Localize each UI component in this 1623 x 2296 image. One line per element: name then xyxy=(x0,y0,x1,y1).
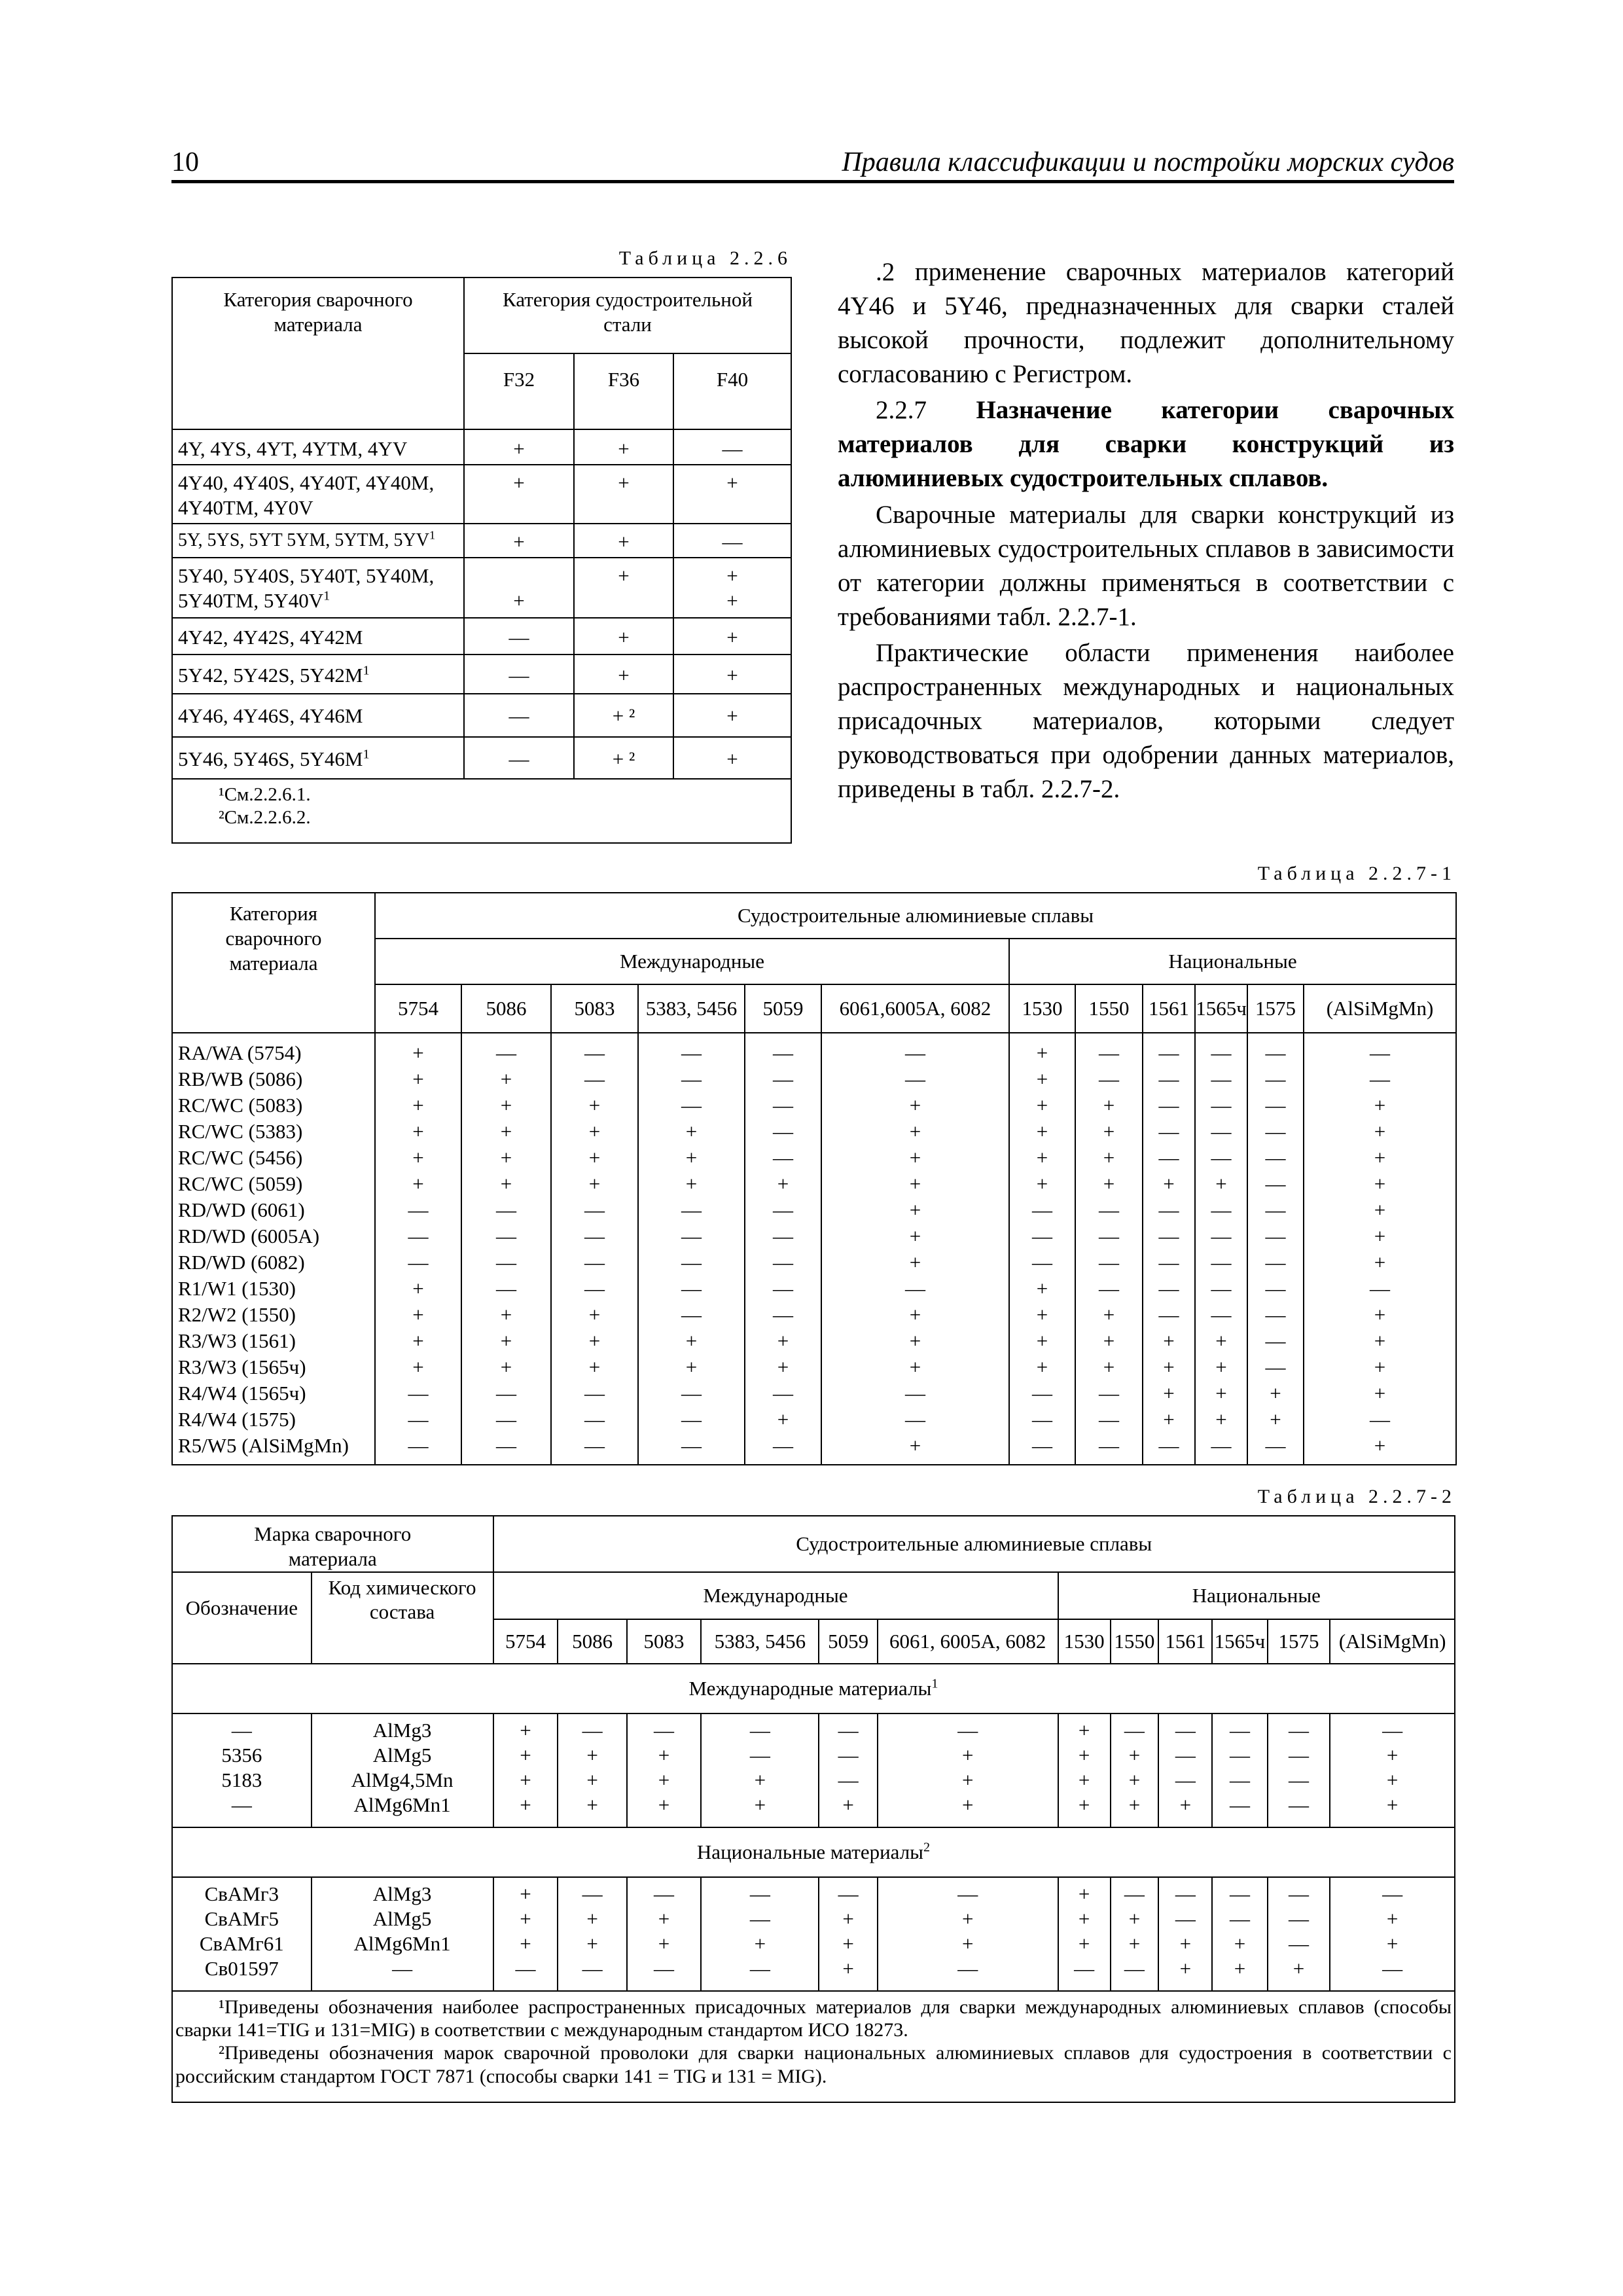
t2272-value-column: — + + — xyxy=(1330,1877,1455,1991)
t2271-col-header: 5383, 5456 xyxy=(638,984,745,1033)
t226-cell: + xyxy=(574,429,673,465)
t2272-value-column: — — + — xyxy=(701,1877,819,1991)
section-number: 2.2.7 xyxy=(876,396,927,425)
t226-cell: + ² xyxy=(574,737,673,779)
t2272-code-column: AlMg3 AlMg5 AlMg6Mn1 — xyxy=(312,1877,493,1991)
t2271-header-alloys: Судостроительные алюминиевые сплавы xyxy=(375,893,1456,939)
t226-cell: + xyxy=(673,618,791,655)
t226-cell: — xyxy=(673,524,791,558)
t226-footnote: ²См.2.2.6.2. xyxy=(219,807,311,829)
t2271-row-label: RD/WD (6061) xyxy=(178,1198,305,1221)
table-2-2-7-2-caption: Таблица 2.2.7-2 xyxy=(1257,1486,1456,1507)
t2272-footnote: ¹Приведены обозначения наиболее распространенных присадочных материалов для сварки международных алюминиевых сплавов (способы сварки 141=TIG и 131=MIG) в соответствии с международным стандартом ИСО 18273. xyxy=(175,1996,1452,2041)
t2272-col-header: 5083 xyxy=(627,1619,702,1664)
t2272-value-column: — — + + xyxy=(701,1713,819,1827)
t2272-value-column: — — — — xyxy=(1212,1713,1267,1827)
t2272-header-international: Международные xyxy=(493,1572,1058,1619)
t226-row-sup: 1 xyxy=(363,663,370,678)
t2272-col-header: 1530 xyxy=(1058,1619,1111,1664)
t226-col-f36: F36 xyxy=(574,353,673,429)
table-2-2-6 xyxy=(171,277,792,844)
t2272-col-header: 1550 xyxy=(1111,1619,1159,1664)
heading-2-2-7 xyxy=(838,393,1454,495)
t226-cell: + xyxy=(574,524,673,558)
t226-row-name xyxy=(172,618,464,655)
t2271-value-column: — — — — — + — — — — — + + + + — xyxy=(1195,1033,1247,1465)
t2272-col-header: 1565ч xyxy=(1212,1619,1267,1664)
t2271-value-column: — — — — — + — — — — — + + — + — xyxy=(745,1033,821,1465)
paragraph-2-2-7-a: Сварочные материалы для сварки конструкций из алюминиевых судостроительных сплавов в зависимости от категории должны применяться в соответствии с требованиями табл. 2.2.7-1. xyxy=(838,501,1454,631)
t2272-header-code: Код химического состава xyxy=(312,1572,493,1664)
t2271-value-column: — — — + + + — — — — — + + — — — xyxy=(638,1033,745,1465)
t2272-value-column: — — + + xyxy=(1158,1877,1212,1991)
t2272-value-column: — + + + xyxy=(819,1877,877,1991)
t2271-col-header: 5754 xyxy=(375,984,461,1033)
t2271-value-column: — — + + + + + + + — + + + + — + xyxy=(1304,1033,1456,1465)
t2272-section-sup: 2 xyxy=(923,1840,931,1855)
t226-row-sup: 1 xyxy=(363,747,370,762)
t226-row-name xyxy=(172,429,464,465)
t226-header-steel: Категория судостроительной стали xyxy=(464,278,791,353)
t226-footnote: ¹См.2.2.6.1. xyxy=(219,784,311,805)
t226-cell: — xyxy=(464,694,574,737)
t2272-value-column: — — — + xyxy=(819,1713,877,1827)
t2271-row-label: RB/WB (5086) xyxy=(178,1067,303,1090)
header-rule xyxy=(171,180,1454,183)
t2272-value-column: — — — + xyxy=(1268,1877,1330,1991)
t226-header-category: Категория сварочного материала xyxy=(172,278,464,429)
t2271-row-label: RC/WC (5456) xyxy=(178,1146,303,1169)
t2271-col-header: 1550 xyxy=(1075,984,1143,1033)
t2271-value-column: — — — — — — — — — — — — — + + — xyxy=(1247,1033,1304,1465)
t226-row-label: 4Y46, 4Y46S, 4Y46M xyxy=(178,704,363,727)
t226-row-name xyxy=(172,465,464,524)
t2271-row-label: RC/WC (5083) xyxy=(178,1094,303,1117)
t226-row-label: 5Y42, 5Y42S, 5Y42M xyxy=(178,664,363,687)
t2272-section-title: Международные материалы xyxy=(688,1676,932,1700)
t2271-col-header: 1530 xyxy=(1009,984,1075,1033)
t2271-row-label: RD/WD (6005A) xyxy=(178,1225,320,1247)
table-2-2-7-2 xyxy=(171,1515,1455,2103)
t2271-row-label: R4/W4 (1565ч) xyxy=(178,1382,306,1405)
t226-cell: + xyxy=(673,655,791,694)
t2271-row-label: R4/W4 (1575) xyxy=(178,1408,296,1431)
t226-cell: + xyxy=(464,429,574,465)
t2272-header-alloys: Судостроительные алюминиевые сплавы xyxy=(493,1516,1455,1572)
t2272-col-header: 5383, 5456 xyxy=(701,1619,819,1664)
t2272-value-column: — + + — xyxy=(878,1877,1058,1991)
t2271-body-row xyxy=(172,1033,1456,1465)
t226-cell: + xyxy=(673,465,791,524)
t226-col-f32: F32 xyxy=(464,353,574,429)
t2271-value-column: — — + + + + + + + — + + + — — + xyxy=(821,1033,1009,1465)
t2272-header-designation: Обозначение xyxy=(172,1572,312,1664)
t2272-value-column: + + + + xyxy=(493,1713,558,1827)
t2272-value-column: + + + + xyxy=(1058,1713,1111,1827)
t2272-col-header: 5059 xyxy=(819,1619,877,1664)
t2271-col-header: (AlSiMgMn) xyxy=(1304,984,1456,1033)
t2272-value-column: — + + — xyxy=(627,1877,702,1991)
t226-row-label: 5Y40, 5Y40S, 5Y40T, 5Y40M, 5Y40TM, 5Y40V xyxy=(178,564,435,612)
t226-row-name xyxy=(172,524,464,558)
t226-cell: + xyxy=(464,465,574,524)
t226-cell: — xyxy=(464,655,574,694)
t226-cell: + xyxy=(574,618,673,655)
t2271-col-header: 5086 xyxy=(461,984,551,1033)
t2272-col-header: 5754 xyxy=(493,1619,558,1664)
t2272-value-column: — + + + xyxy=(627,1713,702,1827)
t226-col-f40: F40 xyxy=(673,353,791,429)
page-number: 10 xyxy=(171,147,199,177)
t2271-col-header: 5083 xyxy=(551,984,638,1033)
t2272-value-column: + + + — xyxy=(493,1877,558,1991)
t2272-value-column: — + + + xyxy=(558,1713,626,1827)
t226-cell: + + xyxy=(673,558,791,618)
t2271-col-header: 1561 xyxy=(1143,984,1195,1033)
t2272-header-mark: Марка сварочного материала xyxy=(172,1516,493,1572)
t2271-header-international: Международные xyxy=(375,939,1009,984)
t2271-value-column: — + + + + + — — — — + + + — — — xyxy=(461,1033,551,1465)
t2271-row-label: RC/WC (5059) xyxy=(178,1172,303,1195)
t2272-value-column: — + + — xyxy=(558,1877,626,1991)
t226-row-name xyxy=(172,737,464,779)
t2272-col-header: 1575 xyxy=(1268,1619,1330,1664)
t2271-row-label: RC/WC (5383) xyxy=(178,1120,303,1143)
t2271-row-label: R1/W1 (1530) xyxy=(178,1277,296,1300)
t226-row-sup: 1 xyxy=(429,528,436,542)
table-2-2-7-1-caption: Таблица 2.2.7-1 xyxy=(1257,863,1456,884)
t226-row-name xyxy=(172,694,464,737)
t2271-row-label: R3/W3 (1561) xyxy=(178,1329,296,1352)
t226-cell: + xyxy=(673,737,791,779)
t2272-value-column: — + + + xyxy=(878,1713,1058,1827)
t226-cell: + xyxy=(574,465,673,524)
t2272-value-column: — — + + xyxy=(1212,1877,1267,1991)
t226-footnotes xyxy=(172,779,791,843)
t2272-designation-column: СвАМг3 СвАМг5 СвАМг61 Св01597 xyxy=(172,1877,312,1991)
t2271-value-column: + + + + + + — — — + + + + — — — xyxy=(1009,1033,1075,1465)
t2272-section-international xyxy=(172,1664,1455,1713)
t2271-col-header: 1575 xyxy=(1247,984,1304,1033)
t226-row-label: 4Y, 4YS, 4YT, 4YTM, 4YV xyxy=(178,437,408,460)
t2272-value-column: — — — — xyxy=(1268,1713,1330,1827)
t226-cell: + xyxy=(464,524,574,558)
t2272-footnotes xyxy=(172,1991,1455,2102)
paragraph-2-2-6-2: .2 применение сварочных материалов категорий 4Y46 и 5Y46, предназначенных для сварки сталей высокой прочности, подлежит дополнительному согласованию с Регистром. xyxy=(838,258,1454,388)
t2272-value-column: — + + + xyxy=(1330,1713,1455,1827)
t2272-value-column: + + + — xyxy=(1058,1877,1111,1991)
section-title: Назначение категории сварочных материалов для сварки конструкций из алюминиевых судостроительных сплавов. xyxy=(838,396,1454,493)
t2271-row-label: R2/W2 (1550) xyxy=(178,1303,296,1326)
t2272-value-column: — — — + xyxy=(1158,1713,1212,1827)
t2272-value-column: — + + — xyxy=(1111,1877,1159,1991)
t2271-value-column: + + + + + + — — — + + + + — — — xyxy=(375,1033,461,1465)
t2271-value-column: — — + + + + — — — — + + + — — — xyxy=(1075,1033,1143,1465)
t2271-col-header: 6061,6005A, 6082 xyxy=(821,984,1009,1033)
t226-cell: + ² xyxy=(574,694,673,737)
table-2-2-6-caption: Таблица 2.2.6 xyxy=(618,247,792,269)
t226-cell: — xyxy=(464,737,574,779)
t226-cell: + xyxy=(464,558,574,618)
t2272-section-title: Национальные материалы xyxy=(696,1840,923,1863)
t2271-col-header: 1565ч xyxy=(1195,984,1247,1033)
running-title: Правила классификации и постройки морских судов xyxy=(842,147,1454,177)
text-column xyxy=(838,255,1454,806)
t226-row-label: 5Y, 5YS, 5YT 5YM, 5YTM, 5YV xyxy=(178,530,430,550)
t226-row-label: 4Y42, 4Y42S, 4Y42M xyxy=(178,626,363,649)
table-2-2-7-1 xyxy=(171,892,1457,1465)
t226-cell: + xyxy=(574,655,673,694)
t2271-value-column: — — + + + + — — — — + + + — — — xyxy=(551,1033,638,1465)
t2272-section-national xyxy=(172,1827,1455,1877)
t2272-value-column: — + + + xyxy=(1111,1713,1159,1827)
t2272-col-header: 1561 xyxy=(1158,1619,1212,1664)
t2272-section-sup: 1 xyxy=(931,1676,938,1691)
paragraph-2-2-7-b: Практические области применения наиболее распространенных международных и национальных присадочных материалов, которыми следует руководствоваться при одобрении данных материалов, приведены в табл. 2.2.7-2. xyxy=(838,639,1454,803)
t226-row-label: 5Y46, 5Y46S, 5Y46M xyxy=(178,747,363,770)
t2271-row-label: R5/W5 (AlSiMgMn) xyxy=(178,1434,349,1457)
t2271-row-label: R3/W3 (1565ч) xyxy=(178,1355,306,1378)
t226-cell: + xyxy=(673,694,791,737)
t226-cell: — xyxy=(673,429,791,465)
t2271-header-national: Национальные xyxy=(1009,939,1456,984)
t2272-designation-column: — 5356 5183 — xyxy=(172,1713,312,1827)
t2271-row-labels xyxy=(172,1033,375,1465)
t2271-header-category: Категория сварочного материала xyxy=(172,893,375,1033)
t2272-col-header: (AlSiMgMn) xyxy=(1330,1619,1455,1664)
t2272-col-header: 6061, 6005A, 6082 xyxy=(878,1619,1058,1664)
t226-cell: — xyxy=(464,618,574,655)
t226-row-name xyxy=(172,558,464,618)
t2272-code-column: AlMg3 AlMg5 AlMg4,5Mn AlMg6Mn1 xyxy=(312,1713,493,1827)
t226-row-label: 4Y40, 4Y40S, 4Y40T, 4Y40M, 4Y40TM, 4Y0V xyxy=(178,471,435,519)
t2271-row-label: RD/WD (6082) xyxy=(178,1251,305,1274)
t226-cell: + xyxy=(574,558,673,618)
t226-row-name xyxy=(172,655,464,694)
t2272-footnote: ²Приведены обозначения марок сварочной проволоки для сварки национальных алюминиевых сплавов для судостроения в соответствии с российским стандартом ГОСТ 7871 (способы сварки 141 = TIG и 131 = MIG). xyxy=(175,2042,1452,2087)
t226-row-sup: 1 xyxy=(323,588,330,603)
t2271-value-column: — — — — — + — — — — — + + + + — xyxy=(1143,1033,1195,1465)
t2272-header-national: Национальные xyxy=(1058,1572,1455,1619)
t2272-col-header: 5086 xyxy=(558,1619,626,1664)
t2271-row-label: RA/WA (5754) xyxy=(178,1041,302,1064)
t2271-col-header: 5059 xyxy=(745,984,821,1033)
